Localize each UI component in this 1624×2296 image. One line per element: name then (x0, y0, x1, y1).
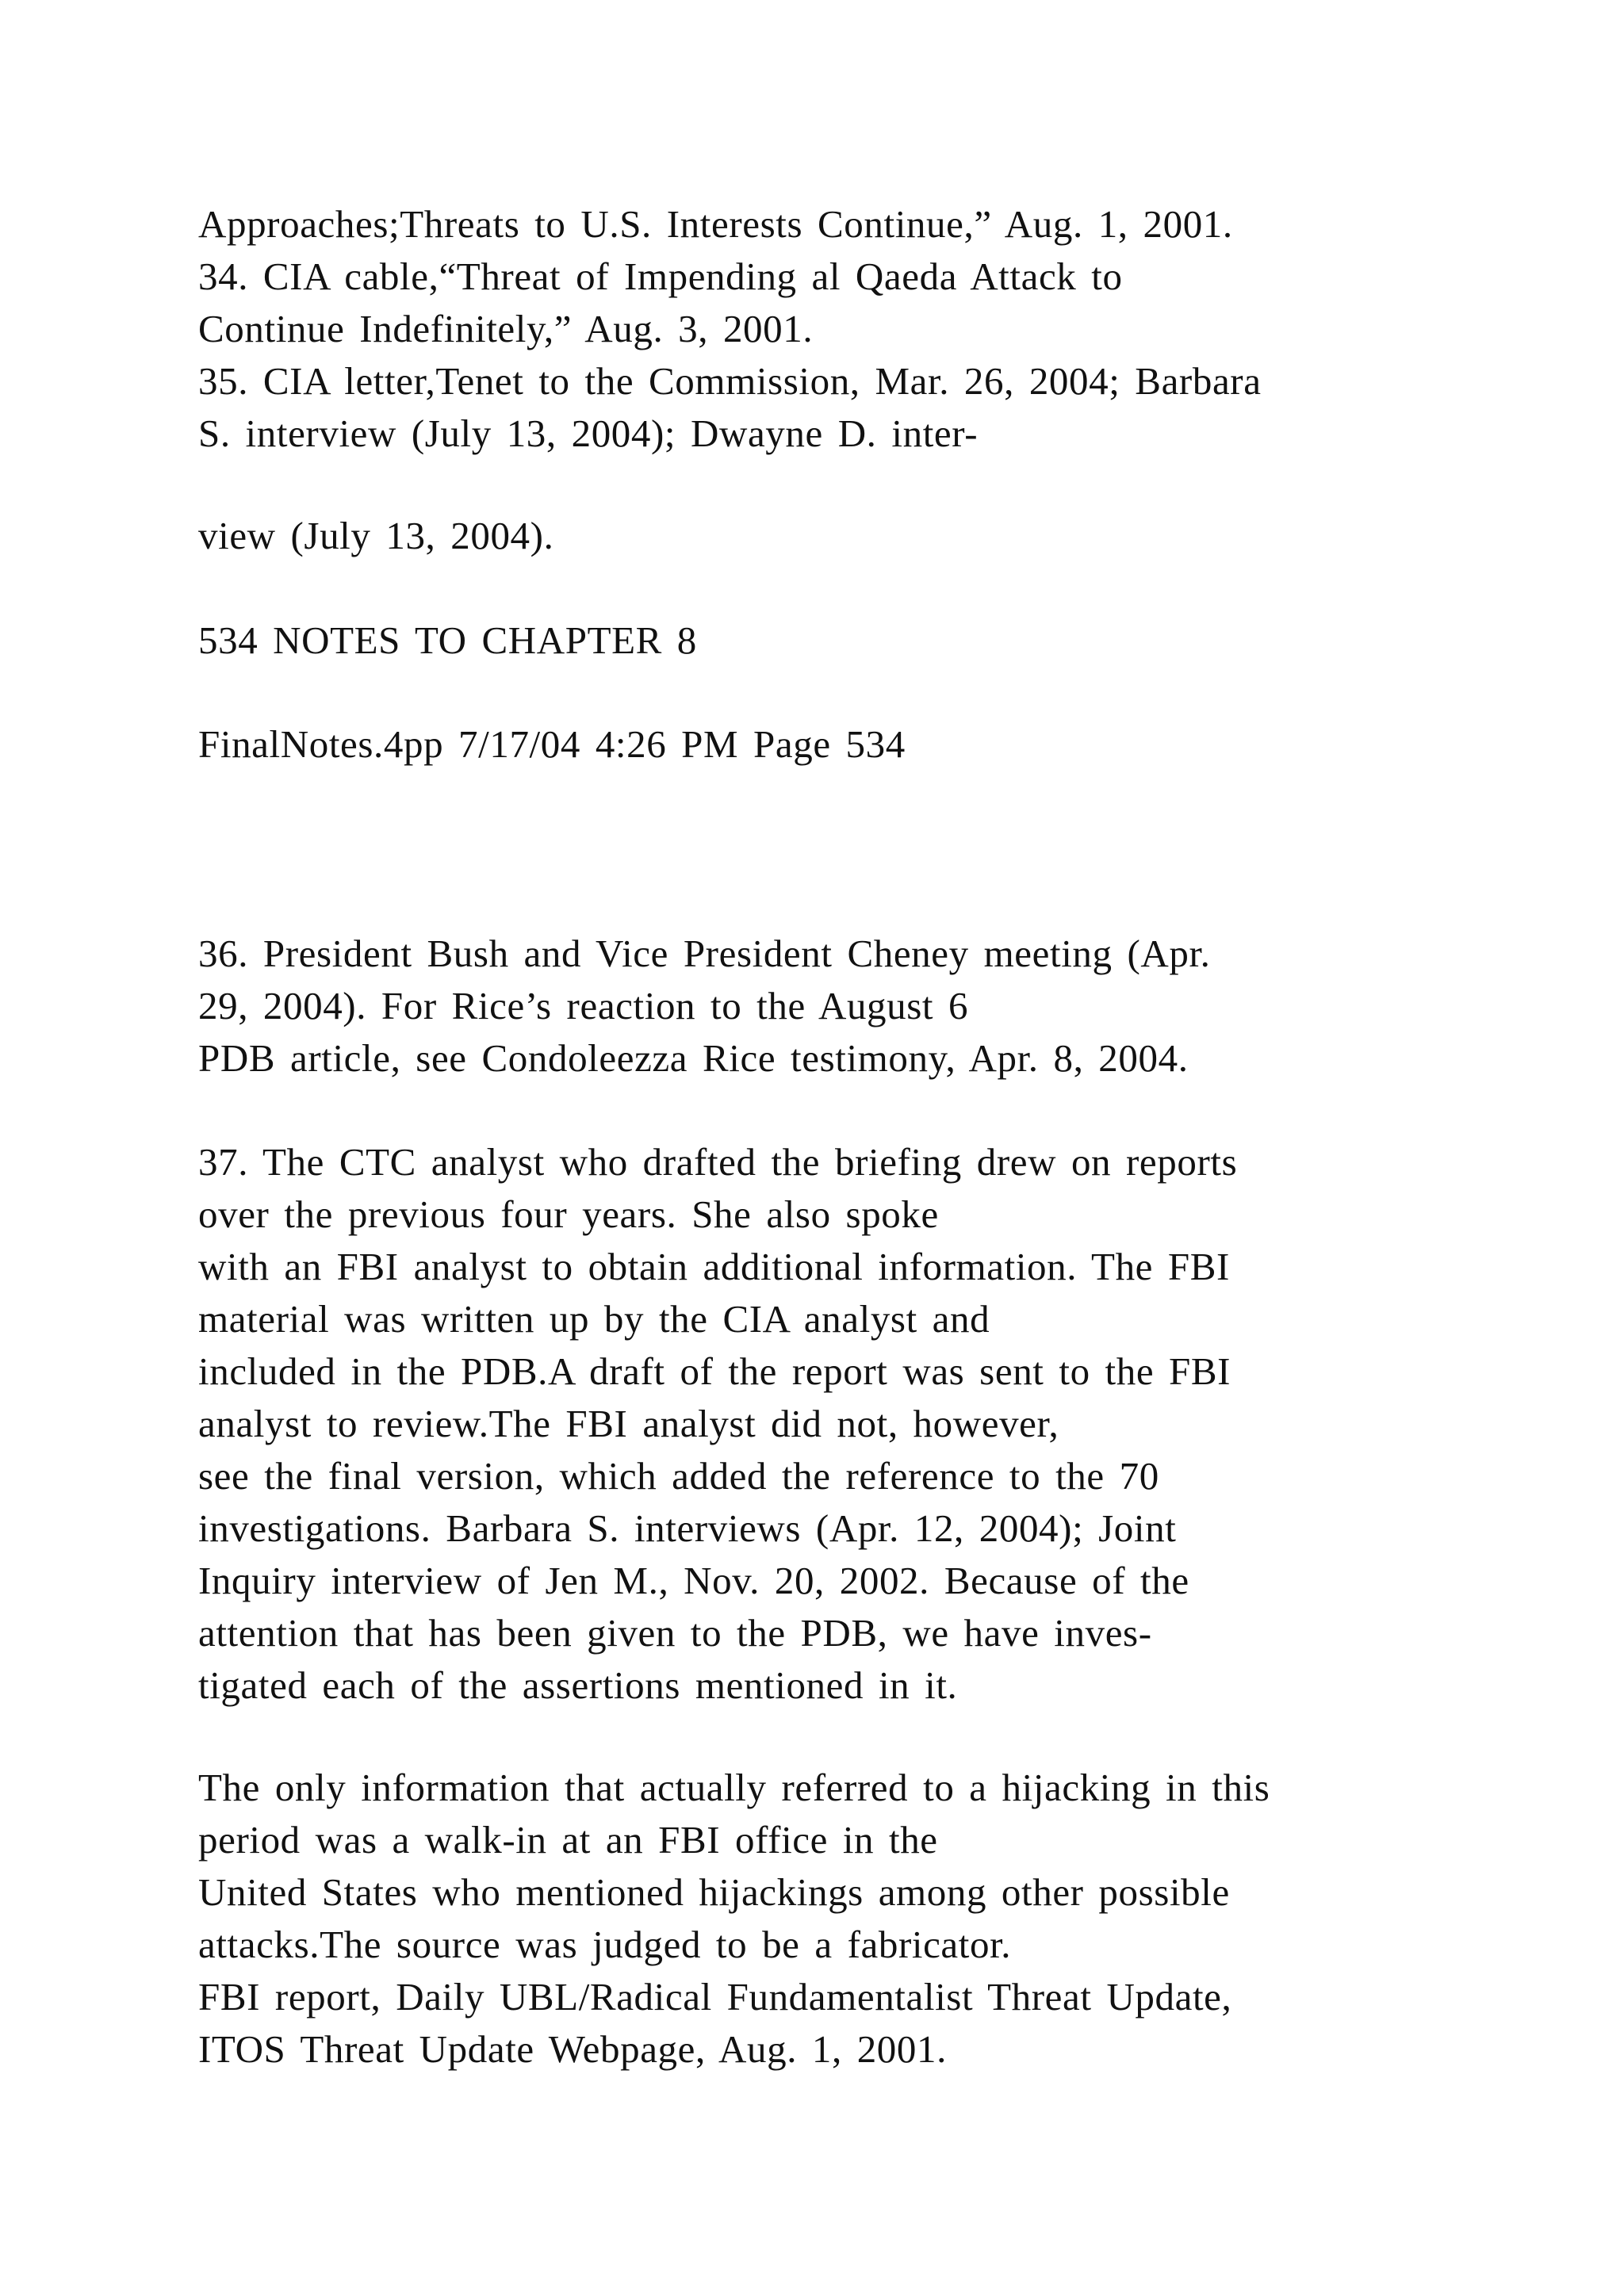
text-line: with an FBI analyst to obtain additional information. The FBI (198, 1245, 1230, 1288)
text-line: see the final version, which added the reference to the 70 (198, 1454, 1159, 1498)
text-line: 34. CIA cable,“Threat of Impending al Qaeda Attack to (198, 254, 1123, 298)
text-line: 29, 2004). For Rice’s reaction to the August 6 (198, 984, 969, 1027)
note-36 (198, 928, 1594, 1085)
wrapped-line (198, 510, 1594, 562)
text-line: Inquiry interview of Jen M., Nov. 20, 2002. Because of the (198, 1559, 1189, 1602)
running-header (198, 614, 1594, 667)
text-line: The only information that actually referred to a hijacking in this (198, 1766, 1270, 1809)
slug-line: FinalNotes.4pp 7/17/04 4:26 PM Page 534 (198, 722, 906, 766)
text-line: Continue Indefinitely,” Aug. 3, 2001. (198, 307, 814, 350)
text-line: ITOS Threat Update Webpage, Aug. 1, 2001. (198, 2027, 947, 2071)
notes-continuation (198, 198, 1594, 460)
text-line: PDB article, see Condoleezza Rice testimony, Apr. 8, 2004. (198, 1036, 1189, 1080)
text-line: included in the PDB.A draft of the report was sent to the FBI (198, 1349, 1231, 1393)
text-line: view (July 13, 2004). (198, 514, 554, 557)
text-line: Approaches;Threats to U.S. Interests Continue,” Aug. 1, 2001. (198, 202, 1233, 246)
text-line: attacks.The source was judged to be a fabricator. (198, 1923, 1012, 1966)
text-line: over the previous four years. She also spoke (198, 1192, 939, 1236)
page-header: 534 NOTES TO CHAPTER 8 (198, 618, 697, 662)
text-line: tigated each of the assertions mentioned in it. (198, 1663, 958, 1707)
text-line: United States who mentioned hijackings among other possible (198, 1870, 1230, 1914)
note-37 (198, 1136, 1594, 1712)
text-line: 35. CIA letter,Tenet to the Commission, Mar. 26, 2004; Barbara (198, 359, 1262, 403)
text-line: 37. The CTC analyst who drafted the briefing drew on reports (198, 1140, 1238, 1184)
text-line: material was written up by the CIA analyst and (198, 1297, 990, 1341)
print-slug (198, 718, 1594, 771)
text-line: investigations. Barbara S. interviews (Apr. 12, 2004); Joint (198, 1506, 1177, 1550)
text-line: attention that has been given to the PDB, we have inves- (198, 1611, 1152, 1655)
text-line: period was a walk-in at an FBI office in the (198, 1818, 938, 1862)
text-line: analyst to review.The FBI analyst did not, however, (198, 1402, 1059, 1445)
text-line: S. interview (July 13, 2004); Dwayne D. inter- (198, 411, 979, 455)
note-37-continued (198, 1762, 1594, 2076)
text-line: FBI report, Daily UBL/Radical Fundamentalist Threat Update, (198, 1975, 1232, 2019)
text-line: 36. President Bush and Vice President Cheney meeting (Apr. (198, 932, 1211, 975)
